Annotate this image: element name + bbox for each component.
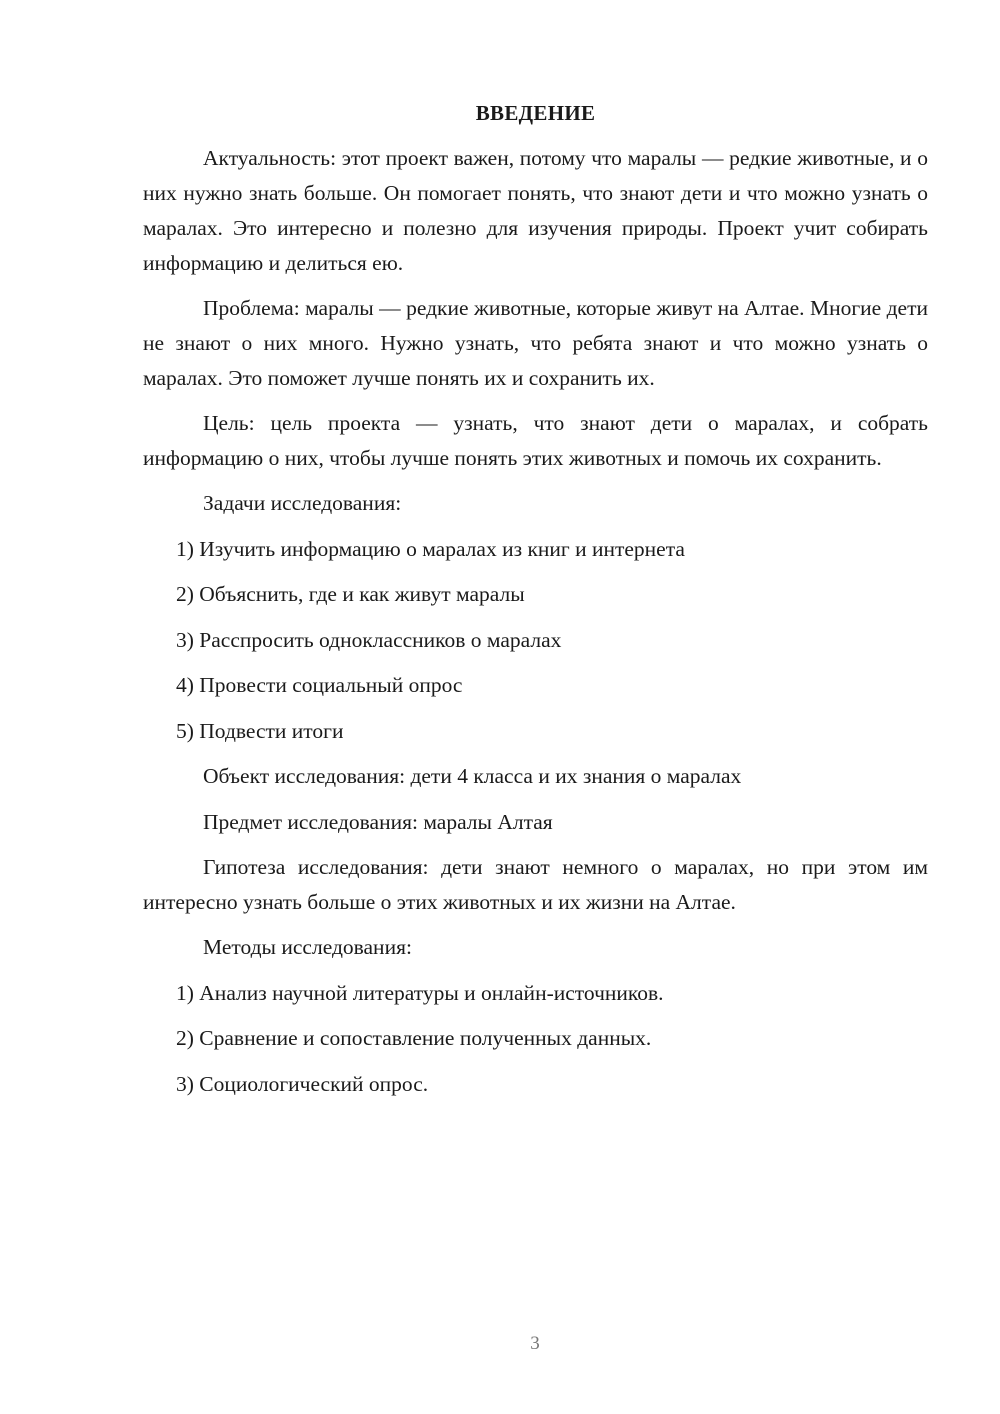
method-item: 2) Сравнение и сопоставление полученных данных. [176,1026,652,1050]
relevance-paragraph: Актуальность: этот проект важен, потому что маралы — редкие животные, и о них нужно знать больше. Он помогает понять, что знают дети и что можно узнать о маралах. Это интересно и полезно для изучения природы. Проект учит собирать информацию и делиться ею. [143,146,928,275]
problem-paragraph: Проблема: маралы — редкие животные, которые живут на Алтае. Многие дети не знают о них много. Нужно узнать, что ребята знают и что можно узнать о маралах. Это поможет лучше понять их и сохранить их. [143,296,928,390]
task-item: 2) Объяснить, где и как живут маралы [176,582,525,606]
document-page [143,96,928,1112]
task-item: 1) Изучить информацию о маралах из книг и интернета [176,536,685,561]
page-number: 3 [530,1333,540,1354]
method-item: 3) Социологический опрос. [176,1071,429,1096]
task-item: 4) Провести социальный опрос [176,673,463,697]
goal-paragraph: Цель: цель проекта — узнать, что знают дети о маралах, и собрать информацию о них, чтобы лучше понять этих животных и помочь их сохранить. [143,411,928,470]
method-item: 1) Анализ научной литературы и онлайн-источников. [176,980,664,1005]
task-item: 3) Расспросить одноклассников о маралах [176,627,562,652]
tasks-heading: Задачи исследования: [203,491,402,515]
research-object: Объект исследования: дети 4 класса и их знания о маралах [203,764,742,788]
page-title: ВВЕДЕНИЕ [475,101,596,125]
task-item: 5) Подвести итоги [176,718,344,743]
methods-heading: Методы исследования: [203,935,412,959]
research-subject: Предмет исследования: маралы Алтая [203,809,553,834]
hypothesis-paragraph: Гипотеза исследования: дети знают немного о маралах, но при этом им интересно узнать больше о этих животных и их жизни на Алтае. [143,855,928,914]
